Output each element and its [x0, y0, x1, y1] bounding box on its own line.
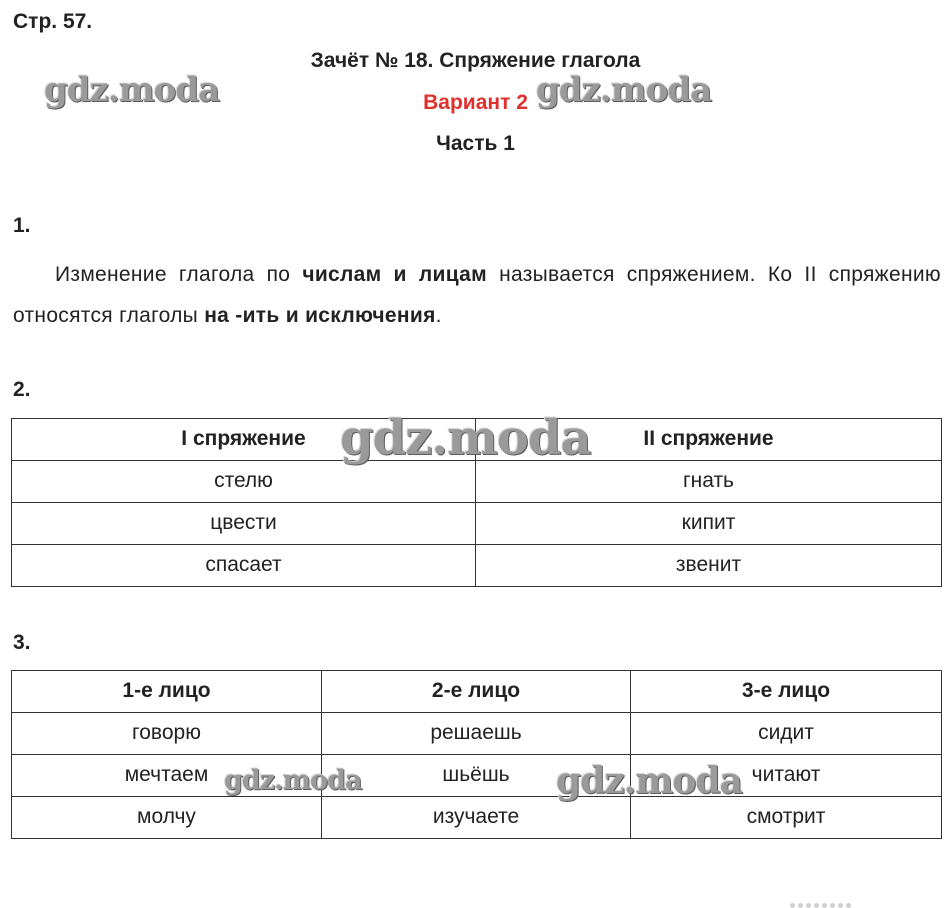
- task-3-number: 3.: [13, 631, 31, 654]
- table-cell: звенит: [476, 545, 942, 587]
- task-1-text: [13, 254, 941, 336]
- task-1-bold-2: на -ить и исключения: [204, 304, 436, 327]
- table-cell: кипит: [476, 503, 942, 545]
- table-cell: сидит: [631, 713, 942, 755]
- table-header-row: [12, 419, 942, 461]
- table-cell: цвести: [12, 503, 476, 545]
- watermark: gdz.moda: [44, 70, 220, 110]
- task-1-text-part-1: Изменение глагола по: [55, 263, 303, 286]
- task-1-text-part-2: называется спряжением. Ко II спряжению относятся глаголы: [13, 263, 941, 327]
- page-title: Зачёт № 18. Спряжение глагола: [310, 49, 641, 72]
- table-cell: читают: [631, 755, 942, 797]
- variant-label: Вариант 2: [423, 91, 528, 114]
- decorative-dots: [790, 892, 890, 908]
- part-label: Часть 1: [436, 132, 515, 155]
- watermark: gdz.moda: [340, 410, 591, 466]
- table-row: [12, 461, 942, 503]
- person-table: [11, 670, 942, 839]
- header-cell: 1-е лицо: [12, 671, 322, 713]
- table-row: [12, 713, 942, 755]
- task-2-number: 2.: [13, 378, 31, 401]
- task-1-text-part-3: .: [435, 304, 442, 327]
- header-cell: I спряжение: [12, 419, 476, 461]
- table-cell: шьёшь: [322, 755, 631, 797]
- table-header-row: [12, 671, 942, 713]
- table-cell: смотрит: [631, 797, 942, 839]
- table-row: [12, 503, 942, 545]
- table-cell: молчу: [12, 797, 322, 839]
- table-cell: мечтаем: [12, 755, 322, 797]
- conjugation-table: [11, 418, 942, 587]
- table-cell: гнать: [476, 461, 942, 503]
- header-cell: II спряжение: [476, 419, 942, 461]
- table-row: [12, 755, 942, 797]
- task-1-number: 1.: [13, 214, 31, 237]
- watermark: gdz.moda: [556, 760, 742, 802]
- table-cell: изучаете: [322, 797, 631, 839]
- table-row: [12, 545, 942, 587]
- table-cell: стелю: [12, 461, 476, 503]
- watermark: gdz.moda: [224, 765, 362, 796]
- task-1-bold-1: числам и лицам: [302, 263, 487, 286]
- table-cell: говорю: [12, 713, 322, 755]
- header-cell: 2-е лицо: [322, 671, 631, 713]
- table-cell: решаешь: [322, 713, 631, 755]
- table-row: [12, 797, 942, 839]
- header-cell: 3-е лицо: [631, 671, 942, 713]
- watermark: gdz.moda: [536, 70, 712, 110]
- page-number: Стр. 57.: [13, 10, 93, 33]
- table-cell: спасает: [12, 545, 476, 587]
